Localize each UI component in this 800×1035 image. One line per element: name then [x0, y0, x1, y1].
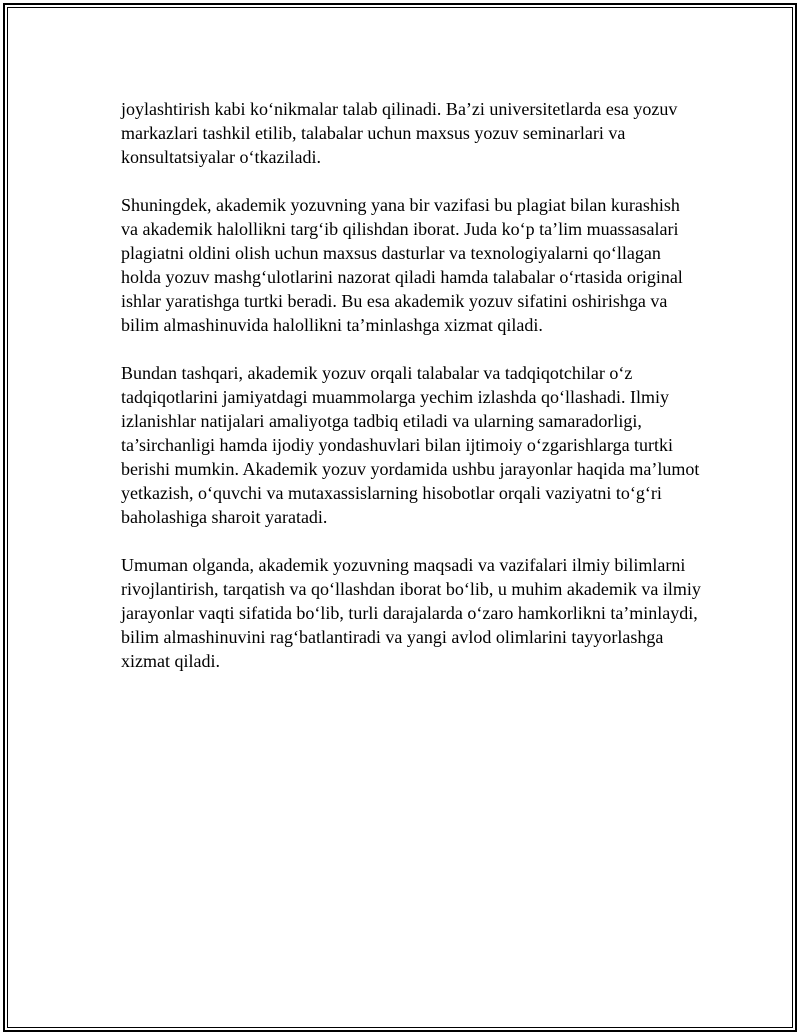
page-border: [3, 3, 797, 1032]
document-body: [121, 97, 701, 697]
paragraph-2: Shuningdek, akademik yozuvning yana bir vazifasi bu plagiat bilan kurashish va akademik halollikni targ‘ib qilishdan iborat. Juda ko‘p ta’lim muassasalari plagiatni oldini olish uchun maxsus dasturlar va texnologiyalarni qo‘llagan holda yozuv mashg‘ulotlarini nazorat qiladi hamda talabalar o‘rtasida original ishlar yaratishga turtki beradi. Bu esa akademik yozuv sifatini oshirishga va bilim almashinuvida halollikni ta’minlashga xizmat qiladi.: [121, 195, 683, 335]
paragraph-3: Bundan tashqari, akademik yozuv orqali talabalar va tadqiqotchilar o‘z tadqiqotlarini jamiyatdagi muammolarga yechim izlashda qo‘llashadi. Ilmiy izlanishlar natijalari amaliyotga tadbiq etiladi va ularning samaradorligi, ta’sirchanligi hamda ijodiy yondashuvlari bilan ijtimoiy o‘zgarishlarga turtki berishi mumkin. Akademik yozuv yordamida ushbu jarayonlar haqida ma’lumot yetkazish, o‘quvchi va mutaxassislarning hisobotlar orqali vaziyatni to‘g‘ri baholashiga sharoit yaratadi.: [121, 363, 700, 527]
paragraph-4: Umuman olganda, akademik yozuvning maqsadi va vazifalari ilmiy bilimlarni rivojlantirish, tarqatish va qo‘llashdan iborat bo‘lib, u muhim akademik va ilmiy jarayonlar vaqti sifatida bo‘lib, turli darajalarda o‘zaro hamkorlikni ta’minlaydi, bilim almashinuvini rag‘batlantiradi va yangi avlod olimlarini tayyorlashga xizmat qiladi.: [121, 555, 701, 671]
paragraph-1: joylashtirish kabi ko‘nikmalar talab qilinadi. Ba’zi universitetlarda esa yozuv markazlari tashkil etilib, talabalar uchun maxsus yozuv seminarlari va konsultatsiyalar o‘tkaziladi.: [121, 99, 678, 167]
